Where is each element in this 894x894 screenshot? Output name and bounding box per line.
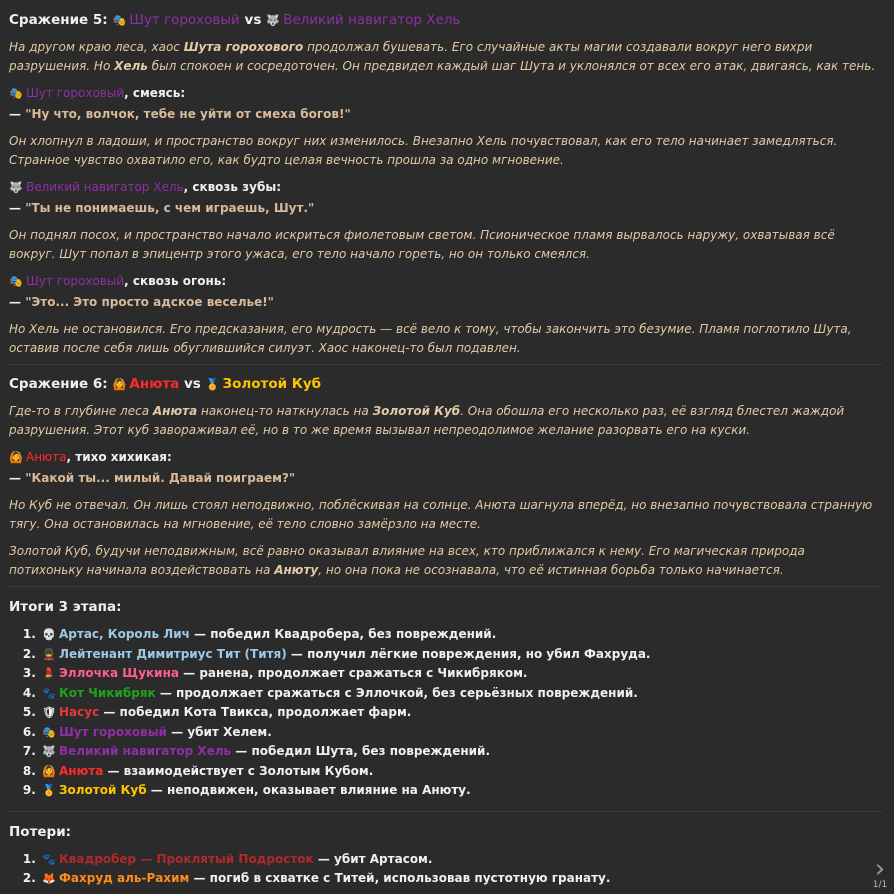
participant-status: — победил Кота Твикса, продолжает фарм.	[99, 705, 412, 719]
girl-icon: 🙆	[9, 451, 23, 464]
participant-name: Квадробер — Проклятый Подросток	[59, 851, 314, 866]
fighter-name: Великий навигатор Хель	[283, 12, 461, 28]
divider	[9, 586, 882, 587]
list-item	[40, 742, 882, 762]
skull-icon: 💀	[42, 628, 56, 641]
results-list	[9, 625, 882, 801]
story-paragraph	[9, 402, 882, 440]
participant-name: Эллочка Щукина	[59, 666, 179, 680]
speaker-manner: , сквозь зубы:	[183, 180, 281, 194]
speaker-name: Великий навигатор Хель	[26, 180, 184, 194]
list-item	[40, 703, 882, 723]
speaker-line	[9, 448, 882, 467]
battle-5-heading	[9, 11, 882, 30]
story-text: . Она обошла его несколько раз, её взгляд блестел жаждой разрушения. Этот куб завораживал её, но в то же время вызывал непреодолимое желание разорвать его на куски.	[9, 404, 845, 437]
jester-mask-icon: 🎭	[9, 87, 23, 100]
participant-status: — убит Артасом.	[313, 851, 433, 866]
message-content	[0, 11, 894, 889]
battle-5-title: Сражение 5:	[9, 12, 108, 28]
participant-status: — победил Квадробера, без повреждений.	[189, 627, 497, 641]
fighter-name: Шут гороховый	[129, 12, 240, 28]
page-counter: 1/1	[872, 880, 888, 890]
story-emphasis: Анюту	[274, 563, 319, 577]
story-paragraph: Он поднял посох, и пространство начало искриться фиолетовым светом. Псионическое пламя вырвалось наружу, охватывая всё вокруг. Шут попал в эпицентр этого ужаса, его тело начало гореть, но он только смеялся.	[9, 228, 835, 261]
dialogue-quote: — "Это... Это просто адское веселье!"	[9, 295, 274, 309]
speaker-line	[9, 178, 882, 197]
speaker-manner: , смеясь:	[124, 86, 186, 100]
pager[interactable]	[870, 854, 890, 890]
participant-status: — победил Шута, без повреждений.	[231, 744, 490, 758]
quote-text: "Какой ты... милый. Давай поиграем?"	[25, 471, 296, 485]
participant-status: — получил лёгкие повреждения, но убил Фахруда.	[286, 646, 651, 661]
story-paragraph: Но Куб не отвечал. Он лишь стоял неподвижно, поблёскивая на солнце. Анюта шагнула вперёд, но внезапно почувствовала странную тягу. Она остановилась на мгновение, её тело словно замёрзло на месте.	[9, 498, 873, 531]
jester-mask-icon: 🎭	[112, 14, 127, 27]
quote-text: "Это... Это просто адское веселье!"	[25, 295, 274, 309]
participant-name: Лейтенант Димитриус Тит (Титя)	[59, 646, 287, 661]
chevron-right-icon[interactable]: ›	[874, 854, 886, 884]
speaker-manner: , сквозь огонь:	[124, 274, 227, 288]
story-emphasis: Золотой Куб	[372, 404, 461, 418]
jester-mask-icon: 🎭	[42, 725, 56, 739]
fox-icon: 🦊	[42, 872, 56, 885]
paw-icon: 🐾	[42, 686, 56, 700]
list-item	[40, 723, 882, 743]
dialogue-quote: — "Какой ты... милый. Давай поиграем?"	[9, 471, 296, 485]
dialogue-quote: — "Ну что, волчок, тебе не уйти от смеха богов!"	[9, 107, 351, 121]
participant-name: Фахруд аль-Рахим	[59, 871, 190, 885]
quote-text: "Ты не понимаешь, с чем играешь, Шут."	[25, 201, 315, 215]
story-text: Золотой Куб, будучи неподвижным, всё равно оказывал влияние на всех, кто приближался к нему. Его магическая природа потихоньку начинала воздействовать на	[9, 544, 805, 577]
participant-name: Анюта	[59, 763, 104, 778]
losses-title: Потери:	[9, 823, 72, 840]
medal-icon: 🏅	[42, 784, 56, 797]
list-item	[40, 869, 882, 889]
results-title: Итоги 3 этапа:	[9, 599, 122, 615]
speaker-name: Шут гороховый	[26, 86, 125, 100]
wolf-icon: 🐺	[42, 745, 56, 758]
participant-status: — погиб в схватке с Титей, использовав пустотную гранату.	[189, 871, 611, 885]
paw-icon: 🐾	[42, 852, 56, 866]
story-emphasis: Хель	[114, 59, 148, 73]
lipstick-icon: 💄	[42, 667, 56, 680]
participant-name: Артас, Король Лич	[59, 627, 190, 641]
list-item	[40, 762, 882, 782]
participant-status: — убит Хелем.	[166, 724, 272, 739]
list-item	[40, 850, 882, 870]
story-text: Где-то в глубине леса	[9, 404, 153, 418]
list-item	[40, 625, 882, 645]
wolf-icon: 🐺	[9, 181, 23, 194]
girl-icon: 🙆	[112, 378, 127, 391]
list-item	[40, 645, 882, 665]
list-item	[40, 684, 882, 704]
list-item	[40, 781, 882, 801]
vs-label: vs	[244, 12, 262, 28]
soldier-icon: 💂	[42, 647, 56, 661]
story-emphasis: Анюта	[152, 404, 198, 418]
girl-icon: 🙆	[42, 764, 56, 778]
speaker-name: Анюта	[26, 450, 67, 464]
story-text: был спокоен и сосредоточен. Он предвидел каждый шаг Шута и уклонялся от всех его атак, двигаясь, как тень.	[147, 59, 876, 73]
speaker-manner: , тихо хихикая:	[66, 450, 172, 464]
speaker-name: Шут гороховый	[26, 274, 125, 288]
speaker-line	[9, 272, 882, 291]
story-text: продолжал бушевать. Его случайные акты магии создавали вокруг него вихри разрушения. Но	[9, 40, 813, 73]
quote-text: "Ну что, волчок, тебе не уйти от смеха богов!"	[25, 107, 351, 121]
wolf-icon: 🐺	[266, 14, 280, 27]
story-paragraph	[9, 542, 882, 580]
story-text: , но она пока не осознавала, что её истинная борьба только начинается.	[318, 563, 784, 577]
participant-status: — ранена, продолжает сражаться с Чикибряком.	[178, 666, 528, 680]
fighter-name: Золотой Куб	[222, 376, 322, 392]
battle-6-title: Сражение 6:	[9, 376, 108, 392]
speaker-line	[9, 84, 882, 103]
participant-status: — продолжает сражаться с Эллочкой, без серьёзных повреждений.	[155, 685, 638, 700]
story-text: На другом краю леса, хаос	[9, 40, 184, 54]
participant-name: Великий навигатор Хель	[59, 744, 232, 758]
dialogue-quote: — "Ты не понимаешь, с чем играешь, Шут."	[9, 201, 315, 215]
participant-name: Золотой Куб	[59, 783, 147, 797]
medal-icon: 🏅	[205, 378, 220, 391]
divider	[9, 364, 882, 365]
story-emphasis: Шута горохового	[183, 40, 304, 54]
vs-label: vs	[183, 376, 201, 392]
story-paragraph	[9, 38, 882, 76]
participant-name: Кот Чикибряк	[59, 685, 156, 700]
list-item	[40, 664, 882, 684]
participant-name: Насус	[59, 705, 100, 719]
divider	[9, 811, 882, 812]
fighter-name: Анюта	[129, 376, 180, 392]
shield-icon: 🛡	[42, 706, 56, 719]
participant-status: — неподвижен, оказывает влияние на Анюту.	[146, 783, 471, 797]
battle-6-heading	[9, 375, 882, 394]
story-paragraph: Он хлопнул в ладоши, и пространство вокруг них изменилось. Внезапно Хель почувствовал, как его тело начинает замедляться. Странное чувство охватило его, как будто целая вечность прошла за одно мгновение.	[9, 134, 838, 167]
participant-status: — взаимодействует с Золотым Кубом.	[103, 763, 374, 778]
participant-name: Шут гороховый	[59, 724, 167, 739]
story-text: наконец-то наткнулась на	[197, 404, 373, 418]
jester-mask-icon: 🎭	[9, 275, 23, 288]
story-paragraph: Но Хель не остановился. Его предсказания, его мудрость — всё вело к тому, чтобы закончить это безумие. Пламя поглотило Шута, оставив после себя лишь обуглившийся силуэт. Хаос наконец-то был подавлен.	[9, 322, 852, 355]
